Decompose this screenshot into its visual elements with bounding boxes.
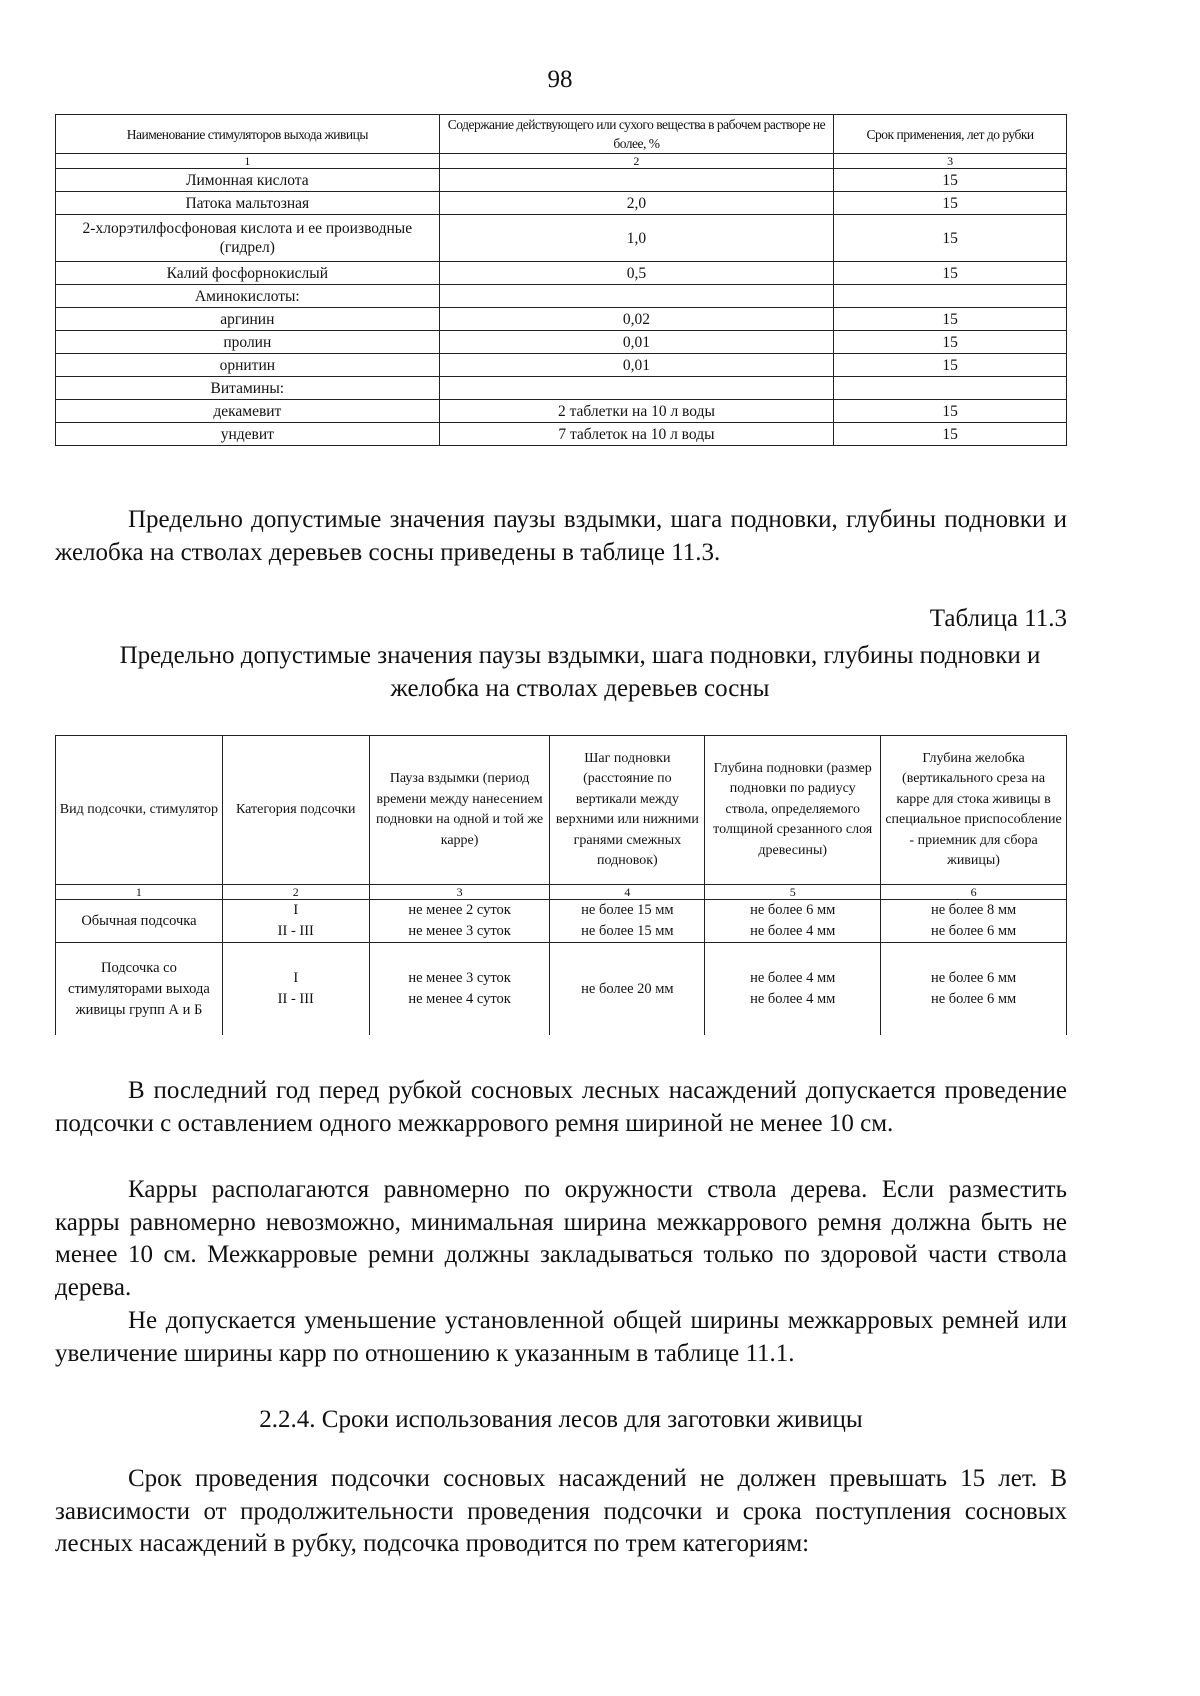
column-number: 3 (369, 885, 550, 900)
table-cell (369, 943, 550, 1036)
column-number: 5 (705, 885, 881, 900)
column-number-row (56, 885, 1067, 900)
cell-line: не более 6 мм (750, 902, 836, 918)
cell-line: не более 4 мм (750, 970, 836, 986)
cell-line: не более 6 мм (930, 923, 1017, 939)
tapping-limits-table (55, 735, 1067, 1035)
cell-line: не более 6 мм (930, 991, 1017, 1007)
column-number: 1 (56, 885, 223, 900)
cell-line: не более 15 мм (581, 923, 674, 939)
column-header: Глубина подновки (размер подновки по радиусу ствола, определяемого толщиной срезанного слоя древесины) (705, 736, 881, 885)
table-row (56, 192, 1067, 215)
column-number: 2 (439, 154, 834, 169)
table-row (56, 308, 1067, 331)
table-row (56, 377, 1067, 400)
paragraph-carre-placement: Карры располагаются равномерно по окружности ствола дерева. Если разместить карры равномерно невозможно, минимальная ширина межкаррового ремня должна быть не менее 10 см. Межкарровые ремни должны закладываться только по здоровой части ствола дерева. (55, 1176, 1067, 1302)
table-row (56, 423, 1067, 446)
cell-line: Подсочка со стимуляторами выхода живицы групп А и Б (68, 959, 210, 1018)
table-cell (550, 943, 705, 1036)
cell-line: не более 4 мм (750, 991, 836, 1007)
table-row (56, 400, 1067, 423)
column-header: Категория подсочки (222, 736, 369, 885)
table-cell (881, 900, 1067, 943)
table-cell (222, 900, 369, 943)
table-cell: 2,0 (439, 192, 834, 215)
table-cell: 15 (834, 331, 1067, 354)
cell-line: I (293, 902, 299, 918)
cell-line: Обычная подсочка (81, 912, 197, 929)
paragraph-last-year: В последний год перед рубкой сосновых лесных насаждений допускается проведение подсочки с оставлением одного межкаррового ремня шириной не менее 10 см. (55, 1077, 1067, 1137)
cell-line: не более 8 мм (930, 902, 1017, 918)
table-cell: орнитин (56, 354, 440, 377)
cell-line: II - III (277, 923, 314, 939)
cell-line: II - III (277, 991, 314, 1007)
column-number: 2 (222, 885, 369, 900)
table-cell: Лимонная кислота (56, 169, 440, 192)
table-row (56, 262, 1067, 285)
table-cell: декамевит (56, 400, 440, 423)
table-row (56, 943, 1067, 1036)
table-cell: 0,01 (439, 331, 834, 354)
column-header: Срок применения, лет до рубки (834, 115, 1067, 154)
table-cell: 15 (834, 192, 1067, 215)
column-number: 4 (550, 885, 705, 900)
column-header: Наименование стимуляторов выхода живицы (56, 115, 440, 154)
cell-line: не менее 3 суток (408, 970, 511, 986)
column-number: 6 (881, 885, 1067, 900)
paragraph-tapping-period: Срок проведения подсочки сосновых насаждений не должен превышать 15 лет. В зависимости от продолжительности проведения подсочки и срока поступления сосновых лесных насаждений в рубку, подсочка проводится по трем категориям: (55, 1465, 1067, 1558)
cell-line: не более 4 мм (750, 923, 836, 939)
table-label: Таблица 11.3 (929, 605, 1067, 632)
table-cell: 0,02 (439, 308, 834, 331)
column-header: Глубина желобка (вертикального среза на карре для стока живицы в специальное приспособление - приемник для сбора живицы) (881, 736, 1067, 885)
table-cell: 0,5 (439, 262, 834, 285)
column-header: Содержание действующего или сухого вещества в рабочем растворе не более, % (439, 115, 834, 154)
table-header-row (56, 736, 1067, 885)
column-number: 3 (834, 154, 1067, 169)
table-row (56, 285, 1067, 308)
table-cell: 1,0 (439, 215, 834, 262)
paragraph-width-restriction: Не допускается уменьшение установленной общей ширины межкарровых ремней или увеличение ширины карр по отношению к указанным в таблице 11.1. (55, 1307, 1067, 1367)
table-cell: 0,01 (439, 354, 834, 377)
table-cell (439, 169, 834, 192)
paragraph-intro: Предельно допустимые значения паузы вздымки, шага подновки, глубины подновки и желобка на стволах деревьев сосны приведены в таблице 11.3. (55, 506, 1067, 566)
table-row (56, 169, 1067, 192)
section-heading: 2.2.4. Сроки использования лесов для заготовки живицы (259, 1406, 863, 1433)
table-cell (834, 285, 1067, 308)
table-cell: Калий фосфорнокислый (56, 262, 440, 285)
table-row (56, 900, 1067, 943)
table-cell: 2-хлорэтилфосфоновая кислота и ее производные (гидрел) (56, 215, 440, 262)
column-header: Вид подсочки, стимулятор (56, 736, 223, 885)
table-row (56, 331, 1067, 354)
table-cell: 15 (834, 215, 1067, 262)
table-cell: Аминокислоты: (56, 285, 440, 308)
table-header-row (56, 115, 1067, 154)
table-cell: аргинин (56, 308, 440, 331)
page-number: 98 (547, 66, 573, 93)
column-header: Шаг подновки (расстояние по вертикали между верхними или нижними гранями смежных подновок) (550, 736, 705, 885)
table-cell (550, 900, 705, 943)
column-number-row (56, 154, 1067, 169)
cell-line: не менее 2 суток (408, 902, 511, 918)
table-cell (439, 377, 834, 400)
table-cell (56, 943, 223, 1036)
stimulators-table (55, 114, 1067, 446)
table-cell: пролин (56, 331, 440, 354)
table-cell: 15 (834, 354, 1067, 377)
table-cell: ундевит (56, 423, 440, 446)
table-cell (834, 377, 1067, 400)
table-cell: 15 (834, 169, 1067, 192)
table-cell: Патока мальтозная (56, 192, 440, 215)
cell-line: не более 15 мм (581, 902, 674, 918)
table-cell (705, 900, 881, 943)
column-number: 1 (56, 154, 440, 169)
table-cell (439, 285, 834, 308)
table-cell (56, 900, 223, 943)
table-cell: 2 таблетки на 10 л воды (439, 400, 834, 423)
table-cell: Витамины: (56, 377, 440, 400)
table-cell: 15 (834, 262, 1067, 285)
table-title: Предельно допустимые значения паузы вздымки, шага подновки, глубины подновки и желобка на стволах деревьев сосны (119, 642, 1041, 702)
cell-line: не более 6 мм (930, 970, 1017, 986)
table-cell: 15 (834, 308, 1067, 331)
cell-line: I (293, 970, 299, 986)
table-cell: 15 (834, 423, 1067, 446)
table-cell (881, 943, 1067, 1036)
table-cell (369, 900, 550, 943)
table-cell (705, 943, 881, 1036)
table-cell: 7 таблеток на 10 л воды (439, 423, 834, 446)
table-row (56, 215, 1067, 262)
column-header: Пауза вздымки (период времени между нанесением подновки на одной и той же карре) (369, 736, 550, 885)
cell-line: не менее 3 суток (408, 923, 511, 939)
table-cell (222, 943, 369, 1036)
cell-line: не более 20 мм (581, 980, 674, 997)
table-cell: 15 (834, 400, 1067, 423)
table-row (56, 354, 1067, 377)
cell-line: не менее 4 суток (408, 991, 511, 1007)
